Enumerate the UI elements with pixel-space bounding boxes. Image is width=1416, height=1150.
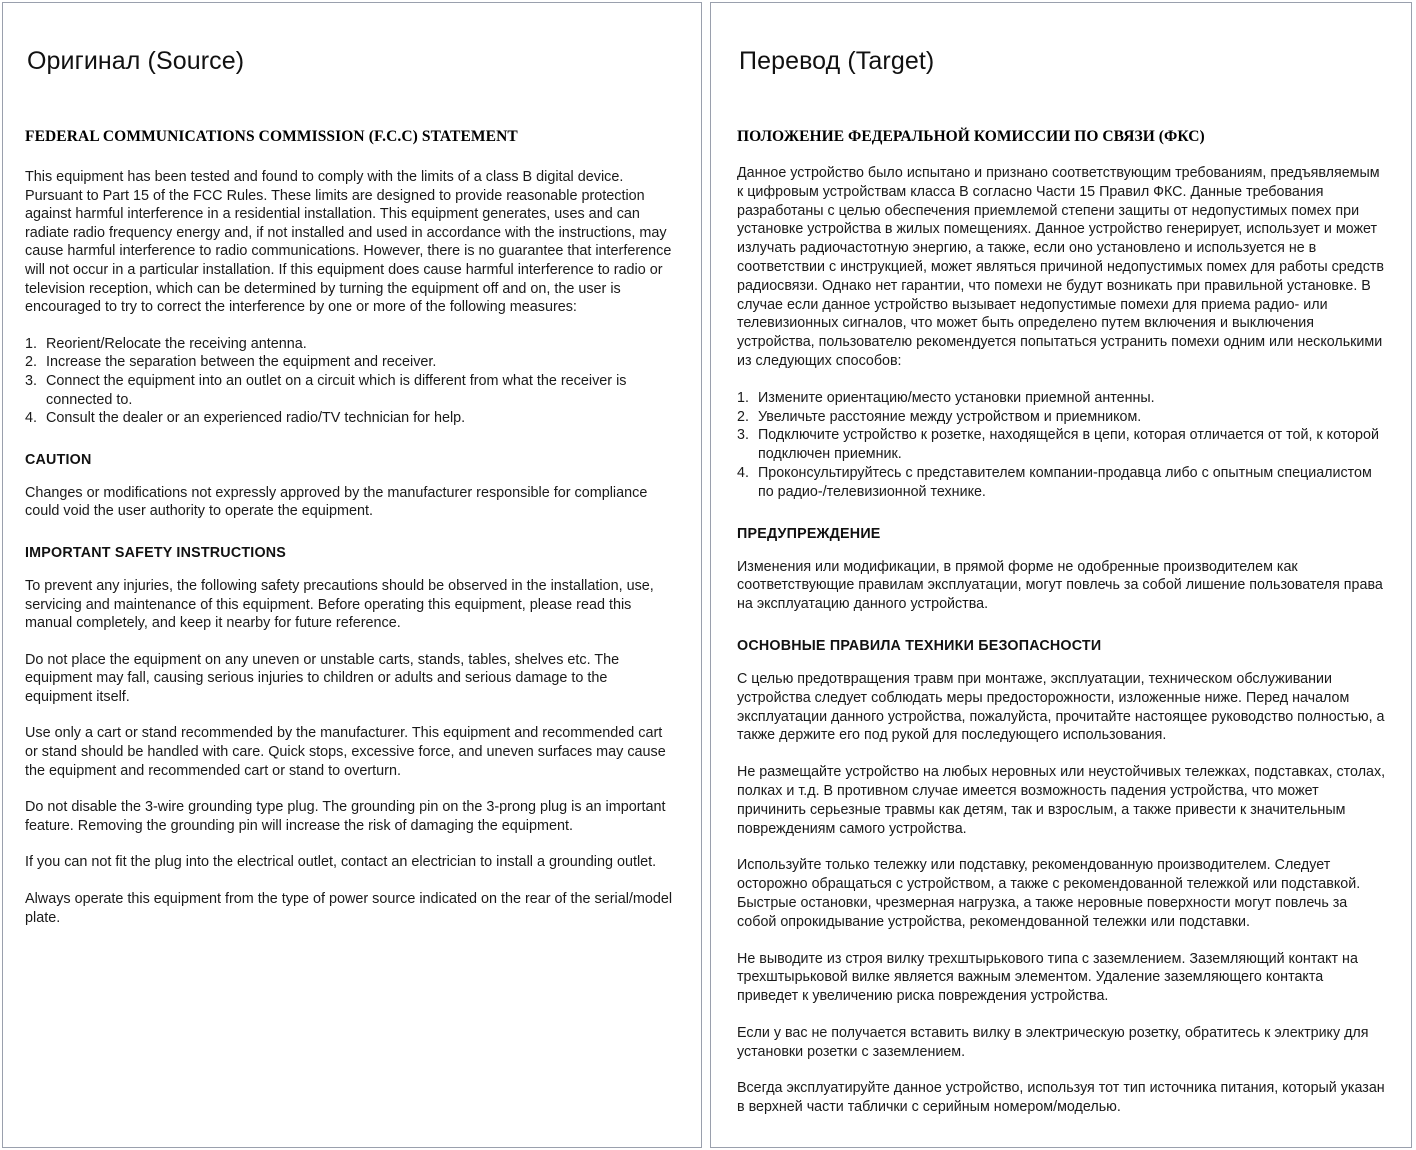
list-item-number: 1. [25, 335, 38, 352]
source-safety-paragraph: Do not place the equipment on any uneven or unstable carts, stands, tables, shelves etc. The equipment may fall, causing serious injuries to children or adults and serious damage to the equipment itself. [25, 651, 620, 705]
list-item [737, 464, 1387, 502]
target-caution-heading: ПРЕДУПРЕЖДЕНИЕ [737, 525, 881, 542]
source-safety-paragraph: Always operate this equipment from the type of power source indicated on the rear of the serial/model plate. [25, 891, 673, 926]
target-safety-paragraph: С целью предотвращения травм при монтаже, эксплуатации, техническом обслуживании устройства следует соблюдать меры предосторожности, изложенные ниже. Перед началом эксплуатации данного устройства, пожалуйста, прочитайте настоящее руководство полностью, а также держите его под рукой для последующего использования. [737, 670, 1385, 744]
source-caution-paragraph: Changes or modifications not expressly approved by the manufacturer responsible for compliance could void the user authority to operate the equipment. [25, 484, 648, 520]
list-item-text: Increase the separation between the equipment and receiver. [46, 354, 437, 371]
source-document [25, 128, 675, 927]
list-item-text: Увеличьте расстояние между устройством и приемником. [758, 408, 1142, 425]
list-item-text: Connect the equipment into an outlet on a circuit which is different from what the receiver is connected to. [46, 372, 627, 408]
list-item-number: 2. [25, 354, 38, 371]
list-item-text: Reorient/Relocate the receiving antenna. [46, 335, 307, 352]
target-intro-paragraph: Данное устройство было испытано и признано соответствующим требованиям, предъявляемым к цифровым устройствам класса B согласно Части 15 Правил ФКС. Данные требования разработаны с целью обеспечения приемлемой степени защиты от недопустимых помех при установке устройства в жилых помещениях. Данное устройство генерирует, использует и может излучать радиочастотную энергию, а также, если оно установлено и используется не в соответствии с инструкцией, может являться причиной недопустимых помех для работы средств радиосвязи. Однако нет гарантии, что помехи не будут возникать при правильной установке. В случае если данное устройство вызывает недопустимые помехи для приема радио- или телевизионных сигналов, что может быть определено путем включения и выключения устройства, пользователю рекомендуется попытаться устранить помехи одним или несколькими из следующих способов: [737, 165, 1385, 369]
source-safety-heading: IMPORTANT SAFETY INSTRUCTIONS [25, 544, 287, 561]
target-safety-paragraph: Всегда эксплуатируйте данное устройство, используя тот тип источника питания, который указан в верхней части таблички с серийным номером/моделью. [737, 1080, 1385, 1116]
list-item-text: Подключите устройство к розетке, находящейся в цепи, которая отличается от той, к которой подключен приемник. [758, 427, 1379, 463]
target-safety-paragraph: Не выводите из строя вилку трехштырькового типа с заземлением. Заземляющий контакт на трехштырьковой вилке является важным элементом. Удаление заземляющего контакта приведет к увеличению риска повреждения устройства. [737, 950, 1358, 1005]
list-item [737, 426, 1387, 464]
source-safety-paragraph: To prevent any injuries, the following safety precautions should be observed in the installation, use, servicing and maintenance of this equipment. Before operating this equipment, please read this manual completely, and keep it nearby for future reference. [25, 577, 654, 632]
source-measures-list [25, 335, 675, 428]
list-item-number: 2. [737, 408, 749, 425]
list-item [25, 372, 675, 409]
target-document-heading: ПОЛОЖЕНИЕ ФЕДЕРАЛЬНОЙ КОМИССИИ ПО СВЯЗИ (ФКС) [737, 128, 1205, 145]
list-item [25, 335, 675, 354]
source-pane[interactable] [2, 2, 702, 1148]
source-safety-paragraph: Do not disable the 3-wire grounding type plug. The grounding pin on the 3-prong plug is an important feature. Removing the grounding pin will increase the risk of damaging the equipment. [25, 799, 666, 834]
source-intro-paragraph: This equipment has been tested and found to comply with the limits of a class B digital device. Pursuant to Part 15 of the FCC Rules. These limits are designed to provide reasonable protection against harmful interference in a residential installation. This equipment generates, uses and can radiate radio frequency energy and, if not installed and used in accordance with the instructions, may cause harmful interference to radio communications. However, there is no guarantee that interference will not occur in a particular installation. If this equipment does cause harmful interference to radio or television reception, which can be determined by turning the equipment off and on, the user is encouraged to try to correct the interference by one or more of the following measures: [25, 169, 672, 316]
list-item-number: 1. [737, 389, 749, 406]
list-item-number: 3. [25, 372, 38, 389]
list-item [737, 408, 1387, 427]
target-safety-paragraph: Используйте только тележку или подставку, рекомендованную производителем. Следует осторожно обращаться с устройством, а также с рекомендованной тележкой или подставкой. Быстрые остановки, чрезмерная нагрузка, а также неровные поверхности могут повлечь за собой опрокидывание устройства, рекомендованной тележки или подставки. [737, 857, 1361, 930]
list-item-text: Проконсультируйтесь с представителем компании-продавца либо с опытным специалистом по радио-/телевизионной технике. [758, 464, 1372, 500]
target-measures-list [737, 389, 1387, 502]
target-caution-paragraph: Изменения или модификации, в прямой форме не одобренные производителем как соответствующие правилам эксплуатации, могут повлечь за собой лишение пользователя права на эксплуатацию данного устройства. [737, 558, 1383, 613]
list-item [25, 409, 675, 428]
list-item [737, 389, 1387, 408]
source-safety-paragraph: If you can not fit the plug into the electrical outlet, contact an electrician to install a grounding outlet. [25, 854, 657, 871]
target-safety-heading: ОСНОВНЫЕ ПРАВИЛА ТЕХНИКИ БЕЗОПАСНОСТИ [737, 637, 1102, 654]
source-document-heading: FEDERAL COMMUNICATIONS COMMISSION (F.C.C) STATEMENT [25, 128, 518, 145]
source-caution-heading: CAUTION [25, 451, 92, 468]
target-document [737, 128, 1387, 1117]
target-safety-paragraph: Не размещайте устройство на любых неровных или неустойчивых тележках, подставках, столах, полках и т.д. В противном случае имеется возможность падения устройства, что может причинить серьезные травмы как детям, так и взрослым, а также привести к значительным повреждениям самого устройства. [737, 764, 1386, 837]
list-item [25, 353, 675, 372]
target-pane[interactable] [710, 2, 1412, 1148]
list-item-number: 3. [737, 427, 749, 444]
list-item-text: Измените ориентацию/место установки приемной антенны. [758, 389, 1155, 406]
source-safety-paragraph: Use only a cart or stand recommended by the manufacturer. This equipment and recommended cart or stand should be handled with care. Quick stops, excessive force, and uneven surfaces may cause the equipment and recommended cart or stand to overturn. [25, 725, 666, 779]
source-pane-title: Оригинал (Source) [27, 47, 245, 75]
target-safety-paragraph: Если у вас не получается вставить вилку в электрическую розетку, обратитесь к электрику для установки розетки с заземлением. [737, 1024, 1369, 1060]
list-item-number: 4. [737, 464, 749, 481]
list-item-number: 4. [25, 410, 38, 427]
target-pane-title: Перевод (Target) [739, 47, 935, 75]
list-item-text: Consult the dealer or an experienced radio/TV technician for help. [46, 410, 466, 427]
